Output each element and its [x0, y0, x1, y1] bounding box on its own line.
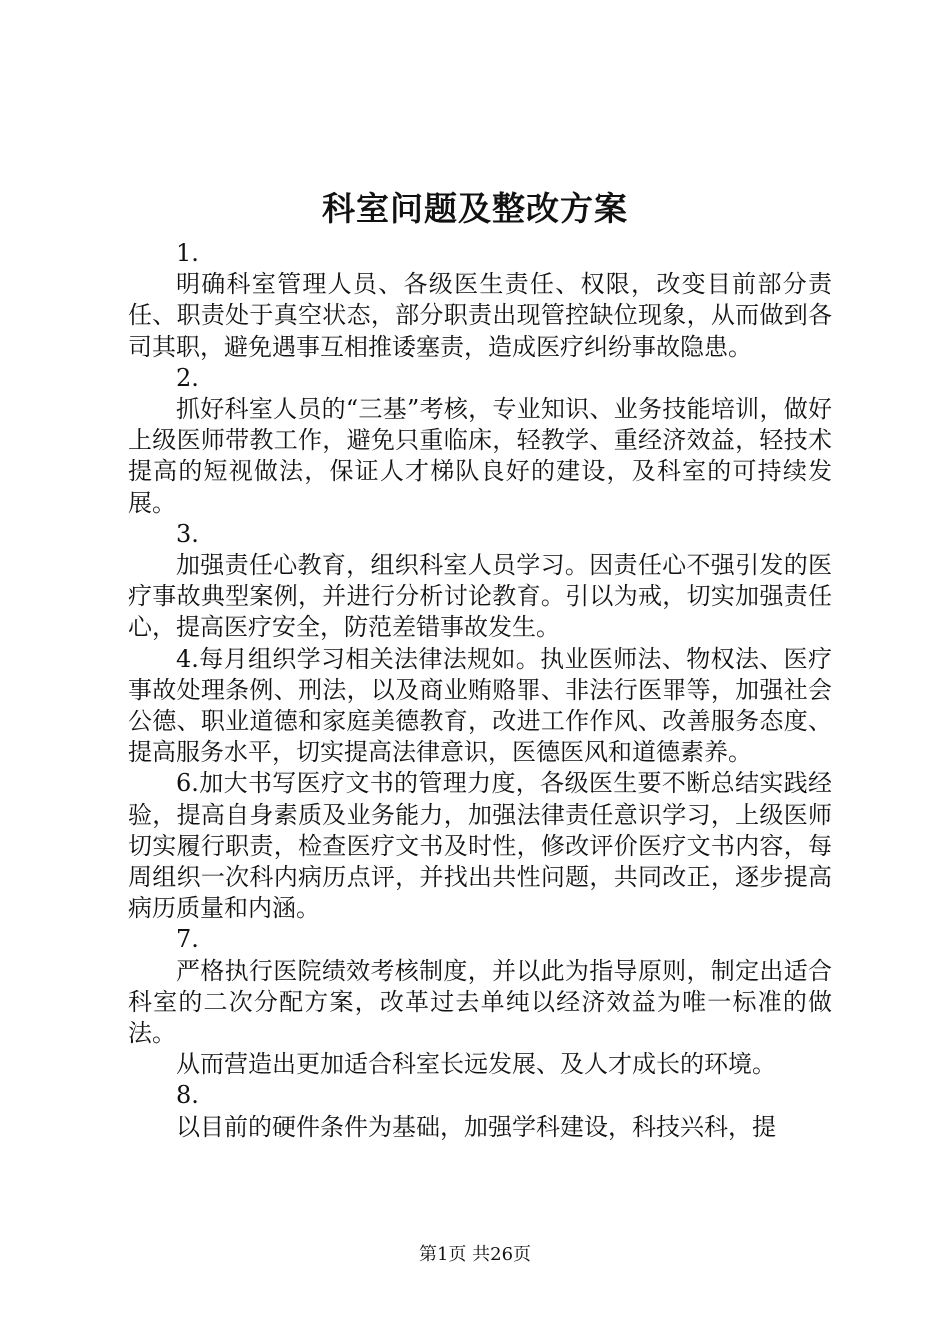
paragraph-1: 明确科室管理人员、各级医生责任、权限，改变目前部分责任、职责处于真空状态，部分职责出现管控缺位现象，从而做到各司其职，避免遇事互相推诿塞责，造成医疗纠纷事故隐患。: [128, 270, 832, 361]
paragraph-6: 6.加大书写医疗文书的管理力度，各级医生要不断总结实践经验，提高自身素质及业务能力，加强法律责任意识学习，上级医师切实履行职责，检查医疗文书及时性，修改评价医疗文书内容，每周组织一次科内病历点评，并找出共性问题，共同改正，逐步提高病历质量和内涵。: [128, 769, 832, 923]
paragraph-3: 加强责任心教育，组织科室人员学习。因责任心不强引发的医疗事故典型案例，并进行分析讨论教育。引以为戒，切实加强责任心，提高医疗安全，防范差错事故发生。: [128, 551, 832, 642]
section-number-2: 2.: [176, 363, 199, 392]
document-body: [128, 238, 832, 1143]
section-number-8: 8.: [176, 1081, 199, 1110]
paragraph-4: 4.每月组织学习相关法律法规如。执业医师法、物权法、医疗事故处理条例、刑法，以及商业贿赂罪、非法行医罪等，加强社会公德、职业道德和家庭美德教育，改进工作作风、改善服务态度、提高服务水平，切实提高法律意识，医德医风和道德素养。: [128, 644, 832, 767]
paragraph-7-continued: 从而营造出更加适合科室长远发展、及人才成长的环境。: [176, 1050, 776, 1079]
section-number-3: 3.: [176, 519, 199, 548]
section-number-7: 7.: [176, 925, 199, 954]
paragraph-7: 严格执行医院绩效考核制度，并以此为指导原则，制定出适合科室的二次分配方案，改革过去单纯以经济效益为唯一标准的做法。: [128, 956, 832, 1048]
paragraph-2: 抓好科室人员的“三基”考核，专业知识、业务技能培训，做好上级医师带教工作，避免只重临床，轻教学、重经济效益，轻技术提高的短视做法，保证人才梯队良好的建设，及科室的可持续发展。: [128, 395, 832, 517]
page-footer: 第1页 共26页: [418, 1244, 532, 1265]
paragraph-8: 以目前的硬件条件为基础，加强学科建设，科技兴科，提: [176, 1112, 776, 1141]
document-title: 科室问题及整改方案: [322, 189, 628, 228]
section-number-1: 1.: [176, 239, 199, 267]
